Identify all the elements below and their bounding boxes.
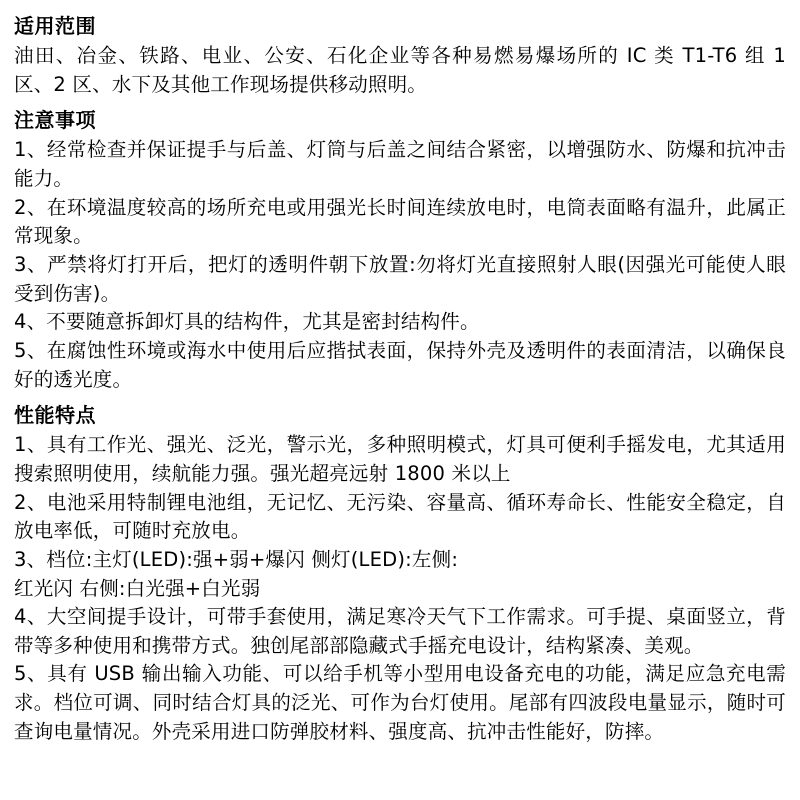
section-title-scope: 适用范围 [14,14,96,38]
paragraph-features-5: 5、具有 USB 输出输入功能、可以给手机等小型用电设备充电的功能，满足应急充电需求。档位可调、同时结合灯具的泛光、可作为台灯使用。尾部有四波段电量显示，随时可查询电量情况。外壳采用进口防弹胶材料、强度高、抗冲击性能好，防摔。 [14,662,786,743]
paragraph-features-3: 3、档位:主灯(LED):强+弱+爆闪 侧灯(LED):左侧: [14,547,459,571]
paragraph-precautions-2: 2、在环境温度较高的场所充电或用强光长时间连续放电时，电筒表面略有温升，此属正常现象。 [14,195,786,248]
section-title-precautions: 注意事项 [14,108,96,133]
paragraph-features-4: 4、大空间提手设计，可带手套使用，满足寒冷天气下工作需求。可手提、桌面竖立，背带等多种使用和携带方式。独创尾部部隐藏式手摇充电设计，结构紧凑、美观。 [14,605,786,657]
paragraph-features-1: 1、具有工作光、强光、泛光，警示光，多种照明模式，灯具可便利手摇发电，尤其适用搜索照明使用，续航能力强。强光超亮远射 1800 米以上 [14,433,786,485]
paragraph-features-2: 2、电池采用特制锂电池组，无记忆、无污染、容量高、循环寿命长、性能安全稳定，自放电率低，可随时充放电。 [14,490,786,543]
paragraph-precautions-4: 4、不要随意拆卸灯具的结构件，尤其是密封结构件。 [14,310,480,334]
section-scope [14,12,786,99]
section-precautions [14,106,786,394]
paragraph-precautions-3: 3、严禁将灯打开后，把灯的透明件朝下放置:勿将灯光直接照射人眼(因强光可能使人眼受到伤害)。 [14,252,786,305]
section-title-features: 性能特点 [14,403,96,428]
section-features [14,401,786,746]
paragraph-features-3-cont: 红光闪 右侧:白光强+白光弱 [14,576,261,600]
paragraph-precautions-1: 1、经常检查并保证提手与后盖、灯筒与后盖之间结合紧密，以增强防水、防爆和抗冲击能力。 [14,138,786,190]
paragraph-precautions-5: 5、在腐蚀性环境或海水中使用后应揩拭表面，保持外壳及透明件的表面清洁，以确保良好的透光度。 [14,338,786,391]
paragraph-scope-1: 油田、冶金、铁路、电业、公安、石化企业等各种易燃易爆场所的 IC 类 T1-T6 组 1 区、2 区、水下及其他工作现场提供移动照明。 [14,44,786,96]
